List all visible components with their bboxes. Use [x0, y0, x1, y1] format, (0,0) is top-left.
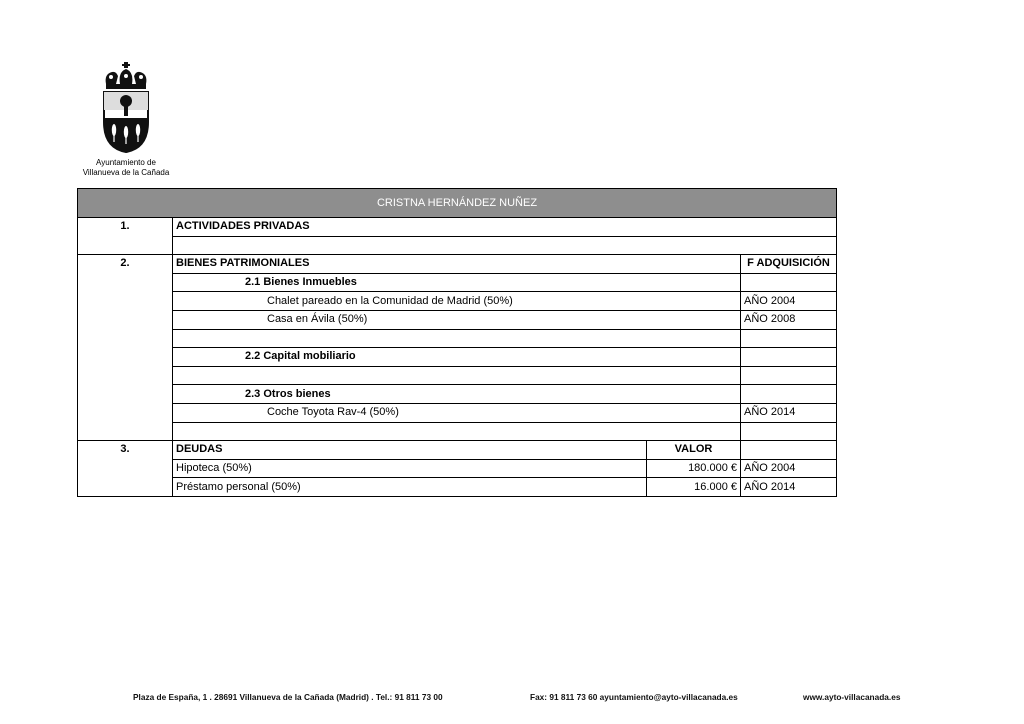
- table-row: [78, 236, 837, 255]
- asset-date: AÑO 2004: [741, 292, 837, 311]
- table-row: [78, 403, 837, 422]
- asset-date: AÑO 2008: [741, 310, 837, 329]
- footer-contact: Fax: 91 811 73 60 ayuntamiento@ayto-villacanada.es: [530, 692, 738, 702]
- organization-line-2: Villanueva de la Cañada: [82, 168, 170, 177]
- table-row: [78, 422, 837, 441]
- subsection-real-estate: 2.1 Bienes Inmuebles: [173, 273, 741, 292]
- asset-item: Casa en Ávila (50%): [173, 310, 741, 329]
- empty-cell: [741, 422, 837, 441]
- column-header-acquisition: F ADQUISICIÓN: [741, 255, 837, 274]
- debt-value: 16.000 €: [647, 478, 741, 497]
- section-number: 2.: [78, 255, 173, 441]
- section-number: 1.: [78, 218, 173, 255]
- asset-date: AÑO 2014: [741, 403, 837, 422]
- empty-cell: [741, 385, 837, 404]
- table-row: [78, 459, 837, 478]
- empty-cell: [173, 422, 741, 441]
- subsection-other-assets: 2.3 Otros bienes: [173, 385, 741, 404]
- table-row: [78, 348, 837, 367]
- declaration-table: [77, 188, 837, 497]
- empty-cell: [173, 329, 741, 348]
- municipal-crest-logo: [98, 62, 154, 154]
- subsection-capital: 2.2 Capital mobiliario: [173, 348, 741, 367]
- debt-value: 180.000 €: [647, 459, 741, 478]
- empty-cell: [741, 348, 837, 367]
- empty-cell: [741, 441, 837, 460]
- table-row: [78, 273, 837, 292]
- table-row: [78, 366, 837, 385]
- debt-item: Hipoteca (50%): [173, 459, 647, 478]
- table-row: [78, 441, 837, 460]
- column-header-value: VALOR: [647, 441, 741, 460]
- empty-cell: [741, 273, 837, 292]
- table-row: [78, 385, 837, 404]
- organization-line-1: Ayuntamiento de: [96, 158, 156, 167]
- section-title-assets: BIENES PATRIMONIALES: [173, 255, 741, 274]
- section-title-debts: DEUDAS: [173, 441, 647, 460]
- debt-date: AÑO 2014: [741, 478, 837, 497]
- debt-item: Préstamo personal (50%): [173, 478, 647, 497]
- empty-cell: [173, 236, 837, 255]
- asset-item: Chalet pareado en la Comunidad de Madrid (50%): [173, 292, 741, 311]
- empty-cell: [741, 329, 837, 348]
- table-row: [78, 255, 837, 274]
- debt-date: AÑO 2004: [741, 459, 837, 478]
- table-header-row: [78, 189, 837, 218]
- table-row: [78, 218, 837, 237]
- table-row: [78, 310, 837, 329]
- section-number: 3.: [78, 441, 173, 497]
- footer-address: Plaza de España, 1 . 28691 Villanueva de la Cañada (Madrid) . Tel.: 91 811 73 00: [133, 692, 443, 702]
- table-row: [78, 292, 837, 311]
- organization-name: [70, 158, 182, 178]
- empty-cell: [173, 366, 741, 385]
- section-title-private-activities: ACTIVIDADES PRIVADAS: [173, 218, 837, 237]
- asset-item: Coche Toyota Rav-4 (50%): [173, 403, 741, 422]
- footer-website: www.ayto-villacanada.es: [803, 692, 901, 702]
- table-row: [78, 329, 837, 348]
- person-name: CRISTNA HERNÁNDEZ NUÑEZ: [78, 189, 837, 218]
- table-row: [78, 478, 837, 497]
- empty-cell: [741, 366, 837, 385]
